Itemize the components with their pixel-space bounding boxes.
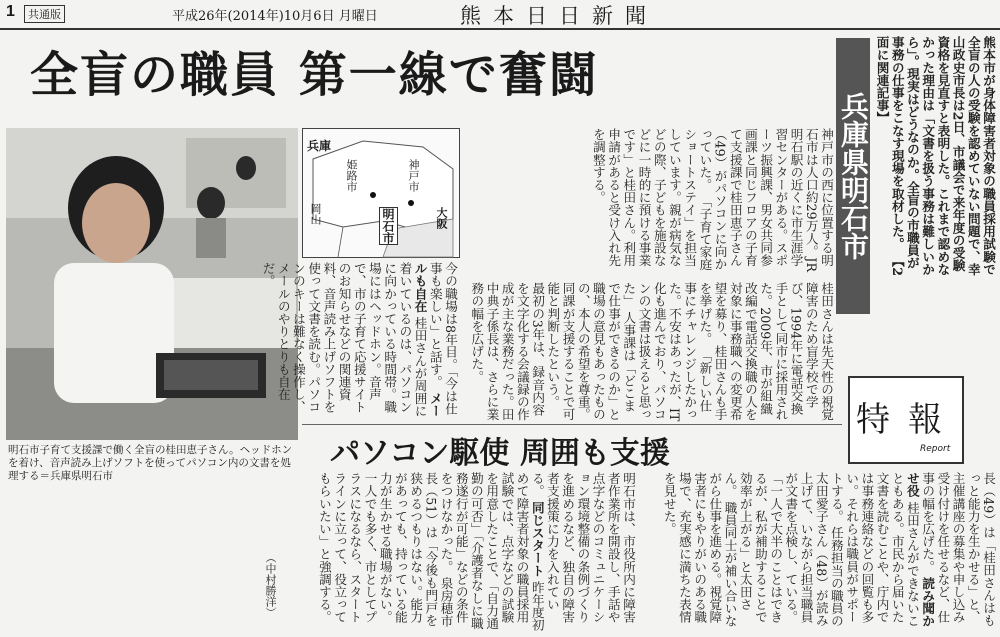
photo-caption: 明石市子育て支援課で働く全盲の桂田恵子さん。ヘッドホンを着け、音声読み上げソフトを使ってパソコン内の文書を処理する＝兵庫県明石市 xyxy=(8,444,293,482)
body-para: 「新しい仕事にチャレンジしたかった。不安はあったが、IT化も進んでおり、パソコンの文書は扱えると思った」 xyxy=(621,282,713,422)
body-spacer xyxy=(850,464,996,472)
section-heading: メールも自在 xyxy=(412,262,443,418)
body-para: 「子育て家庭ショートステイ」を担当しています。親が病気などの際、子どもを施設などに一時的に預ける事業です」と桂田さん。利用申請があると受け入れ先を調整する。 xyxy=(590,128,713,271)
map-label-osaka: 大阪 xyxy=(435,207,448,229)
body-lower-right xyxy=(640,472,996,632)
issue-date: 平成26年(2014年)10月6日 月曜日 xyxy=(172,9,378,24)
map-label-akashi: 明石市 xyxy=(379,207,398,245)
newspaper-name: 熊本日日新聞 xyxy=(460,4,658,28)
body-para: 泉房穂市長（51）は「今後も門戸を狭めるつもりはない。能力があっても、持っている能力が生かせる職場がない。一人でも多く、市としてプラスになるなら、スタートラインに立って、役立ってもらいたい」と強調する。 xyxy=(316,472,454,628)
feature-report-box xyxy=(848,376,964,464)
map-label-himeji: 姫路市 xyxy=(345,159,358,192)
body-para: 桂田さんができないこともある。市民から届いた文書を読むことや、庁内では事務連絡などの回覧も多い。それらは職員がサポートする。 xyxy=(828,472,920,628)
news-photo xyxy=(6,128,298,440)
body-map-below xyxy=(260,262,458,422)
map-label-kobe: 神戸市 xyxy=(407,159,420,192)
body-para: 人事課は「どこまで仕事ができるのか」と職場の意見もあったものの、本人の希望を尊重。同課が支援することで可能と判断したという。 xyxy=(545,282,637,421)
body-middle xyxy=(462,282,834,422)
section-heading: 読み聞かせ役 xyxy=(904,472,936,628)
map-label-hyogo: 兵庫 xyxy=(307,139,332,153)
lead-text: 熊本市が身体障害者対象の職員採用試験で全盲の人の受験を認めていない問題で、幸山政史市長は2日、市議会で来年度の受験資格を見直すと表明した。これまで認めなかった理由は「文書を扱う事務は難しいから」。現実はどうなのか。全盲の市職員が事務の仕事をこなす現場を取材した。 xyxy=(889,36,996,276)
related-note: 【2面に関連記事】 xyxy=(874,36,905,276)
lead-paragraph xyxy=(874,36,996,278)
body-para: 桂田さんが周囲に着いているのは、パソコンに向かっている時間帯。職場にはヘッドホン。音声で、市の子育て応援サイトのお知らせなどの関連資料、音声読み上げソフトを使って文書を読む。パソコンのキーは難なく操作し、メールのやりとりも自在だ。 xyxy=(260,262,428,418)
page-number: 1 xyxy=(6,3,15,20)
body-para: 長（49）は「桂田さんはもっと能力を生かせる」と、主催講座の募集や申し込み受け付けを任せるなど、仕事の幅を広げた。 xyxy=(920,472,996,627)
divider xyxy=(302,424,842,425)
feature-kanji-2: 報 xyxy=(908,400,942,440)
body-para: 昨年度初めて障害者対象の職員採用試験では、点字などの試験を用意したことで、「自力通勤の可否」「介護者なしに職務遂行が可能」などの条件をつけなかった。 xyxy=(438,472,545,632)
body-para: 今の職場は8年目。「今は仕事も楽しい」と話す。 xyxy=(427,262,458,415)
body-upper xyxy=(462,128,834,278)
feature-kanji-1: 特 xyxy=(856,400,890,440)
feature-en-label: Report xyxy=(920,444,951,454)
headline: 全盲の職員 第一線で奮闘 xyxy=(30,47,599,103)
byline: （中村勝洋） xyxy=(264,552,277,618)
body-para: 神戸市の西に位置する明石市は人口約29万人。JR明石駅の近くに市生涯学習センターがある。スポーツ振興課、男女共同参画課と同じフロアの子育て支援課で桂田恵子さん（49）がパソコンに向かっていた。 xyxy=(697,128,834,272)
masthead xyxy=(0,0,1000,30)
body-para: 桂田さんは先天性の視覚障害のため盲学校で学び、1994年に電話交換手として同市に採用された。2009年、市が組織改編で電話交換職の人を対象に事務職への変更希望を募り、桂田さんも手を挙げた。 xyxy=(697,282,834,421)
body-para: 明石市は、市役所内に障害者作業所を開設し、手話や点字などのコミュニケーション環境整備の条例づくりを進めるなど、独自の障害者支援策に力を入れている。 xyxy=(529,472,636,624)
body-para: 職員同士が補い合いながら仕事を進める。視覚障害者にもやりがいのある職場で、充実感に満ちた表情を見せた。 xyxy=(661,472,738,628)
body-para: 最初の3年は、録音内容を文字化する会議録の作成が主な業務だった。田中典子係長は、さらに業務の幅を広げた。 xyxy=(469,282,546,421)
location-map xyxy=(302,128,460,258)
area-label: 兵庫県明石市 xyxy=(836,38,870,314)
edition-badge: 共通版 xyxy=(24,5,65,23)
section-heading: 同じスタート xyxy=(529,501,545,577)
subheadline: パソコン駆使 周囲も支援 xyxy=(330,436,670,471)
map-label-okayama: 岡山 xyxy=(309,203,322,225)
body-para: 任務担当の職員の太田愛子さん（48）が読み上げて、いながら担当職員が文書を点検し、ている。「一人で大半のことはできるが、私が補助することで効率が上がる」と太田さん。 xyxy=(722,472,844,628)
body-lower-left xyxy=(300,472,636,632)
